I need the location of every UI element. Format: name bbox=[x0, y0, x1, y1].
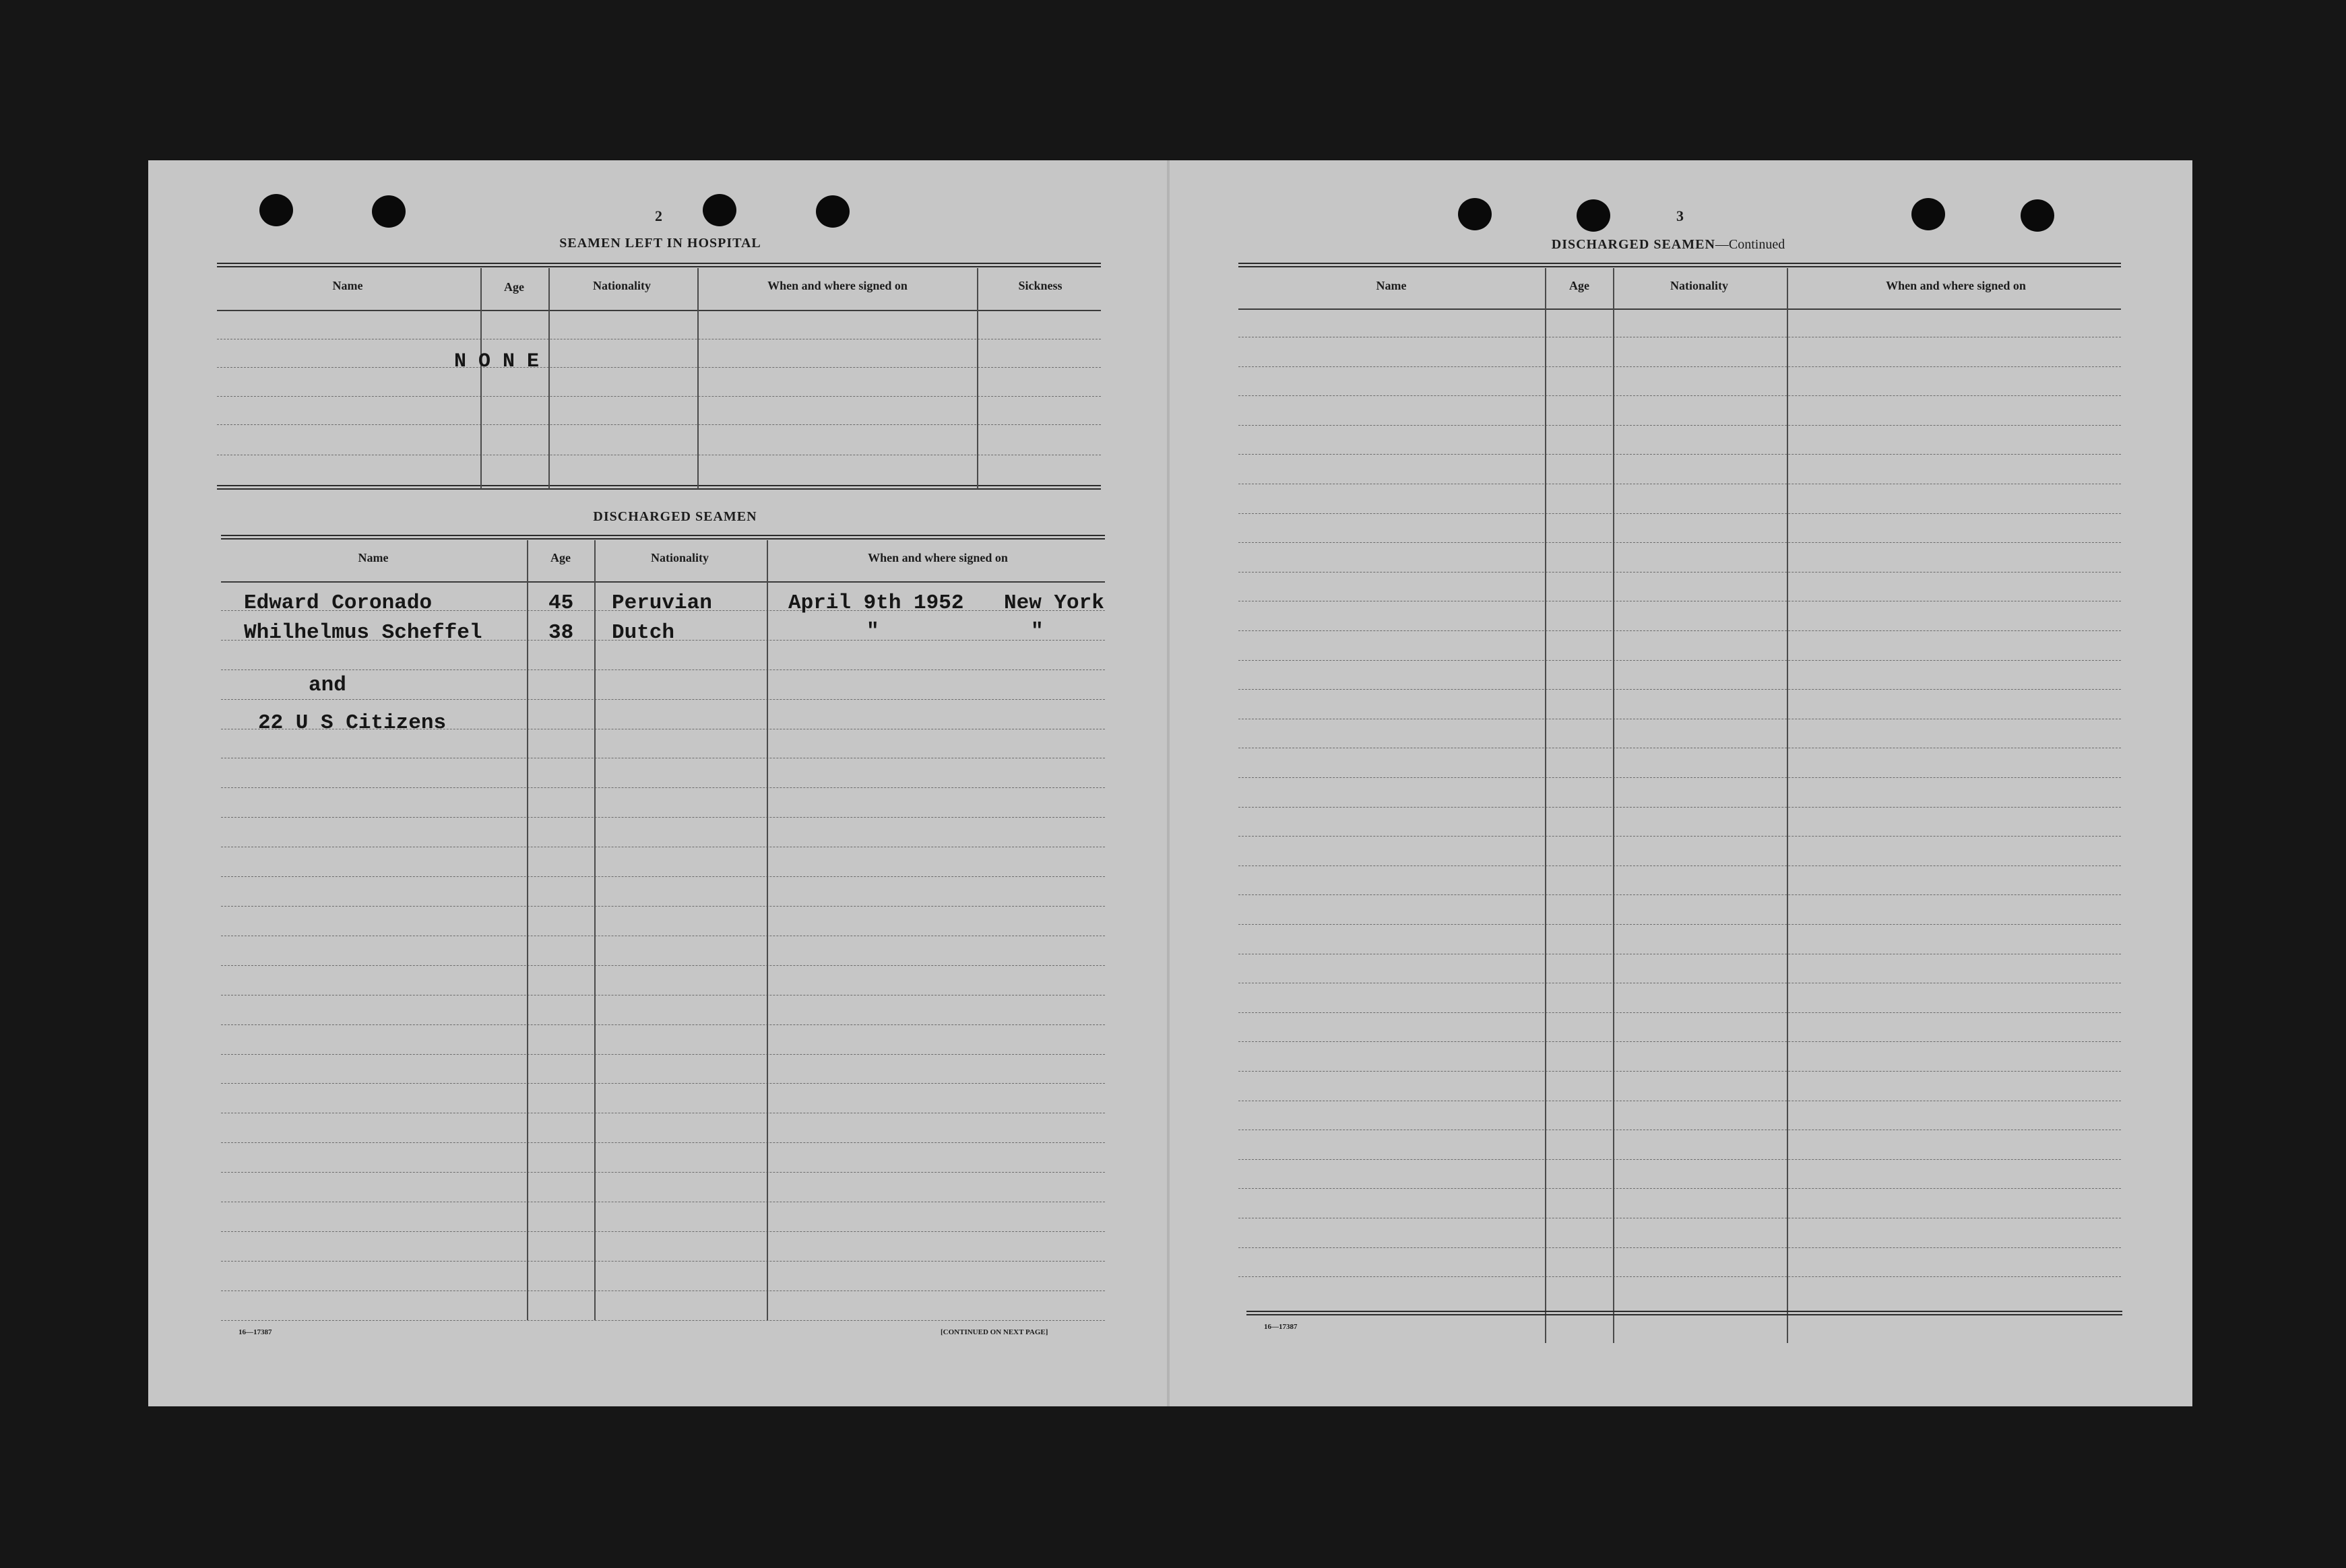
discharged-note-and: and bbox=[309, 674, 346, 697]
ruled-line bbox=[221, 906, 1105, 907]
punch-hole bbox=[816, 195, 850, 228]
page-fold bbox=[1167, 160, 1170, 1406]
punch-hole bbox=[1911, 198, 1945, 230]
punch-hole bbox=[372, 195, 406, 228]
ruled-line bbox=[221, 1024, 1105, 1025]
continued-col-signed-on: When and where signed on bbox=[1886, 279, 2026, 292]
hospital-col-name: Name bbox=[332, 279, 363, 292]
ruled-line bbox=[1238, 1247, 2121, 1248]
ruled-line bbox=[1238, 425, 2121, 426]
ruled-line bbox=[1238, 807, 2121, 808]
ruled-line bbox=[221, 817, 1105, 818]
form-number-right: 16—17387 bbox=[1264, 1323, 1298, 1331]
ruled-line bbox=[221, 1261, 1105, 1262]
discharged-col-name: Name bbox=[358, 551, 389, 564]
continued-top-rule bbox=[1238, 263, 2121, 267]
discharged-col-nationality: Nationality bbox=[650, 551, 709, 564]
column-divider bbox=[548, 268, 550, 489]
hospital-header-rule bbox=[217, 310, 1101, 311]
ruled-line bbox=[221, 1231, 1105, 1232]
ruled-line bbox=[221, 965, 1105, 966]
ruled-line bbox=[1238, 689, 2121, 690]
discharged-col-age: Age bbox=[550, 551, 571, 564]
ruled-line bbox=[1238, 777, 2121, 778]
ruled-line bbox=[221, 1054, 1105, 1055]
seaman-2-nationality: Dutch bbox=[612, 621, 675, 645]
continued-note: [CONTINUED ON NEXT PAGE] bbox=[941, 1328, 1048, 1336]
ruled-line bbox=[1238, 366, 2121, 367]
ruled-line bbox=[1238, 1041, 2121, 1042]
ruled-line bbox=[1238, 542, 2121, 543]
ruled-line bbox=[1238, 395, 2121, 396]
column-divider bbox=[697, 268, 699, 489]
page-number-right: 3 bbox=[1676, 207, 1684, 224]
seaman-1-age: 45 bbox=[548, 591, 574, 615]
continued-title-main: DISCHARGED SEAMEN bbox=[1551, 237, 1715, 252]
ruled-line bbox=[1238, 924, 2121, 925]
continued-header-rule bbox=[1238, 308, 2121, 310]
hospital-col-age: Age bbox=[504, 280, 524, 294]
hospital-section-title: SEAMEN LEFT IN HOSPITAL bbox=[559, 236, 761, 251]
punch-hole bbox=[1458, 198, 1492, 230]
punch-hole bbox=[259, 194, 293, 226]
ruled-line bbox=[221, 699, 1105, 700]
ruled-line bbox=[1238, 1188, 2121, 1189]
form-number-left: 16—17387 bbox=[239, 1328, 272, 1336]
ruled-line bbox=[221, 1083, 1105, 1084]
seaman-1-date: April 9th 1952 bbox=[788, 591, 964, 615]
seaman-2-date: " bbox=[866, 620, 879, 643]
ruled-line bbox=[1238, 1276, 2121, 1277]
ruled-line bbox=[1238, 572, 2121, 573]
ruled-line bbox=[221, 1142, 1105, 1143]
ruled-line bbox=[217, 396, 1101, 397]
discharged-top-rule bbox=[221, 535, 1105, 540]
ruled-line bbox=[217, 367, 1101, 368]
column-divider bbox=[767, 540, 768, 1320]
hospital-col-sickness: Sickness bbox=[1018, 279, 1063, 292]
column-divider bbox=[1545, 268, 1546, 1343]
ruled-line bbox=[1238, 660, 2121, 661]
continued-bottom-rule bbox=[1246, 1311, 2122, 1315]
ruled-line bbox=[1238, 836, 2121, 837]
seaman-1-name: Edward Coronado bbox=[244, 591, 433, 615]
continued-col-age: Age bbox=[1569, 279, 1589, 292]
ruled-line bbox=[1238, 1012, 2121, 1013]
column-divider bbox=[594, 540, 596, 1320]
seaman-2-age: 38 bbox=[548, 621, 574, 645]
continued-col-nationality: Nationality bbox=[1670, 279, 1729, 292]
ruled-line bbox=[1238, 513, 2121, 514]
ruled-line bbox=[1238, 630, 2121, 631]
discharged-header-rule bbox=[221, 581, 1105, 583]
ruled-line bbox=[221, 1172, 1105, 1173]
discharged-note-citizens: 22 U S Citizens bbox=[258, 711, 447, 735]
punch-hole bbox=[2021, 199, 2054, 232]
seaman-1-place: New York bbox=[1004, 591, 1104, 615]
continued-col-name: Name bbox=[1376, 279, 1407, 292]
ruled-line bbox=[217, 424, 1101, 425]
seaman-2-name: Whilhelmus Scheffel bbox=[244, 621, 482, 645]
ruled-line bbox=[1238, 865, 2121, 866]
continued-section-title bbox=[1552, 237, 1785, 253]
column-divider bbox=[1613, 268, 1614, 1343]
discharged-section-title: DISCHARGED SEAMEN bbox=[593, 509, 757, 524]
ruled-line bbox=[221, 787, 1105, 788]
ruled-line bbox=[221, 669, 1105, 670]
seaman-1-nationality: Peruvian bbox=[612, 591, 712, 615]
continued-title-suffix: —Continued bbox=[1715, 237, 1785, 252]
page-number-left: 2 bbox=[655, 207, 662, 224]
discharged-col-signed-on: When and where signed on bbox=[868, 551, 1008, 564]
ruled-line bbox=[1238, 1159, 2121, 1160]
ruled-line bbox=[221, 876, 1105, 877]
column-divider bbox=[480, 268, 482, 489]
column-divider bbox=[527, 540, 528, 1320]
hospital-col-nationality: Nationality bbox=[592, 279, 652, 292]
punch-hole bbox=[703, 194, 736, 226]
column-divider bbox=[1787, 268, 1788, 1343]
hospital-col-signed-on: When and where signed on bbox=[767, 279, 908, 292]
punch-hole bbox=[1577, 199, 1610, 232]
seaman-2-place: " bbox=[1031, 620, 1044, 643]
ruled-line bbox=[1238, 1071, 2121, 1072]
ruled-line bbox=[1238, 454, 2121, 455]
hospital-bottom-rule bbox=[217, 485, 1101, 490]
ruled-line bbox=[1238, 894, 2121, 895]
column-divider bbox=[977, 268, 978, 489]
hospital-top-rule bbox=[217, 263, 1101, 267]
hospital-none-entry: N O N E bbox=[454, 350, 540, 373]
document-sheet bbox=[148, 160, 2192, 1406]
ruled-line bbox=[221, 1320, 1105, 1321]
